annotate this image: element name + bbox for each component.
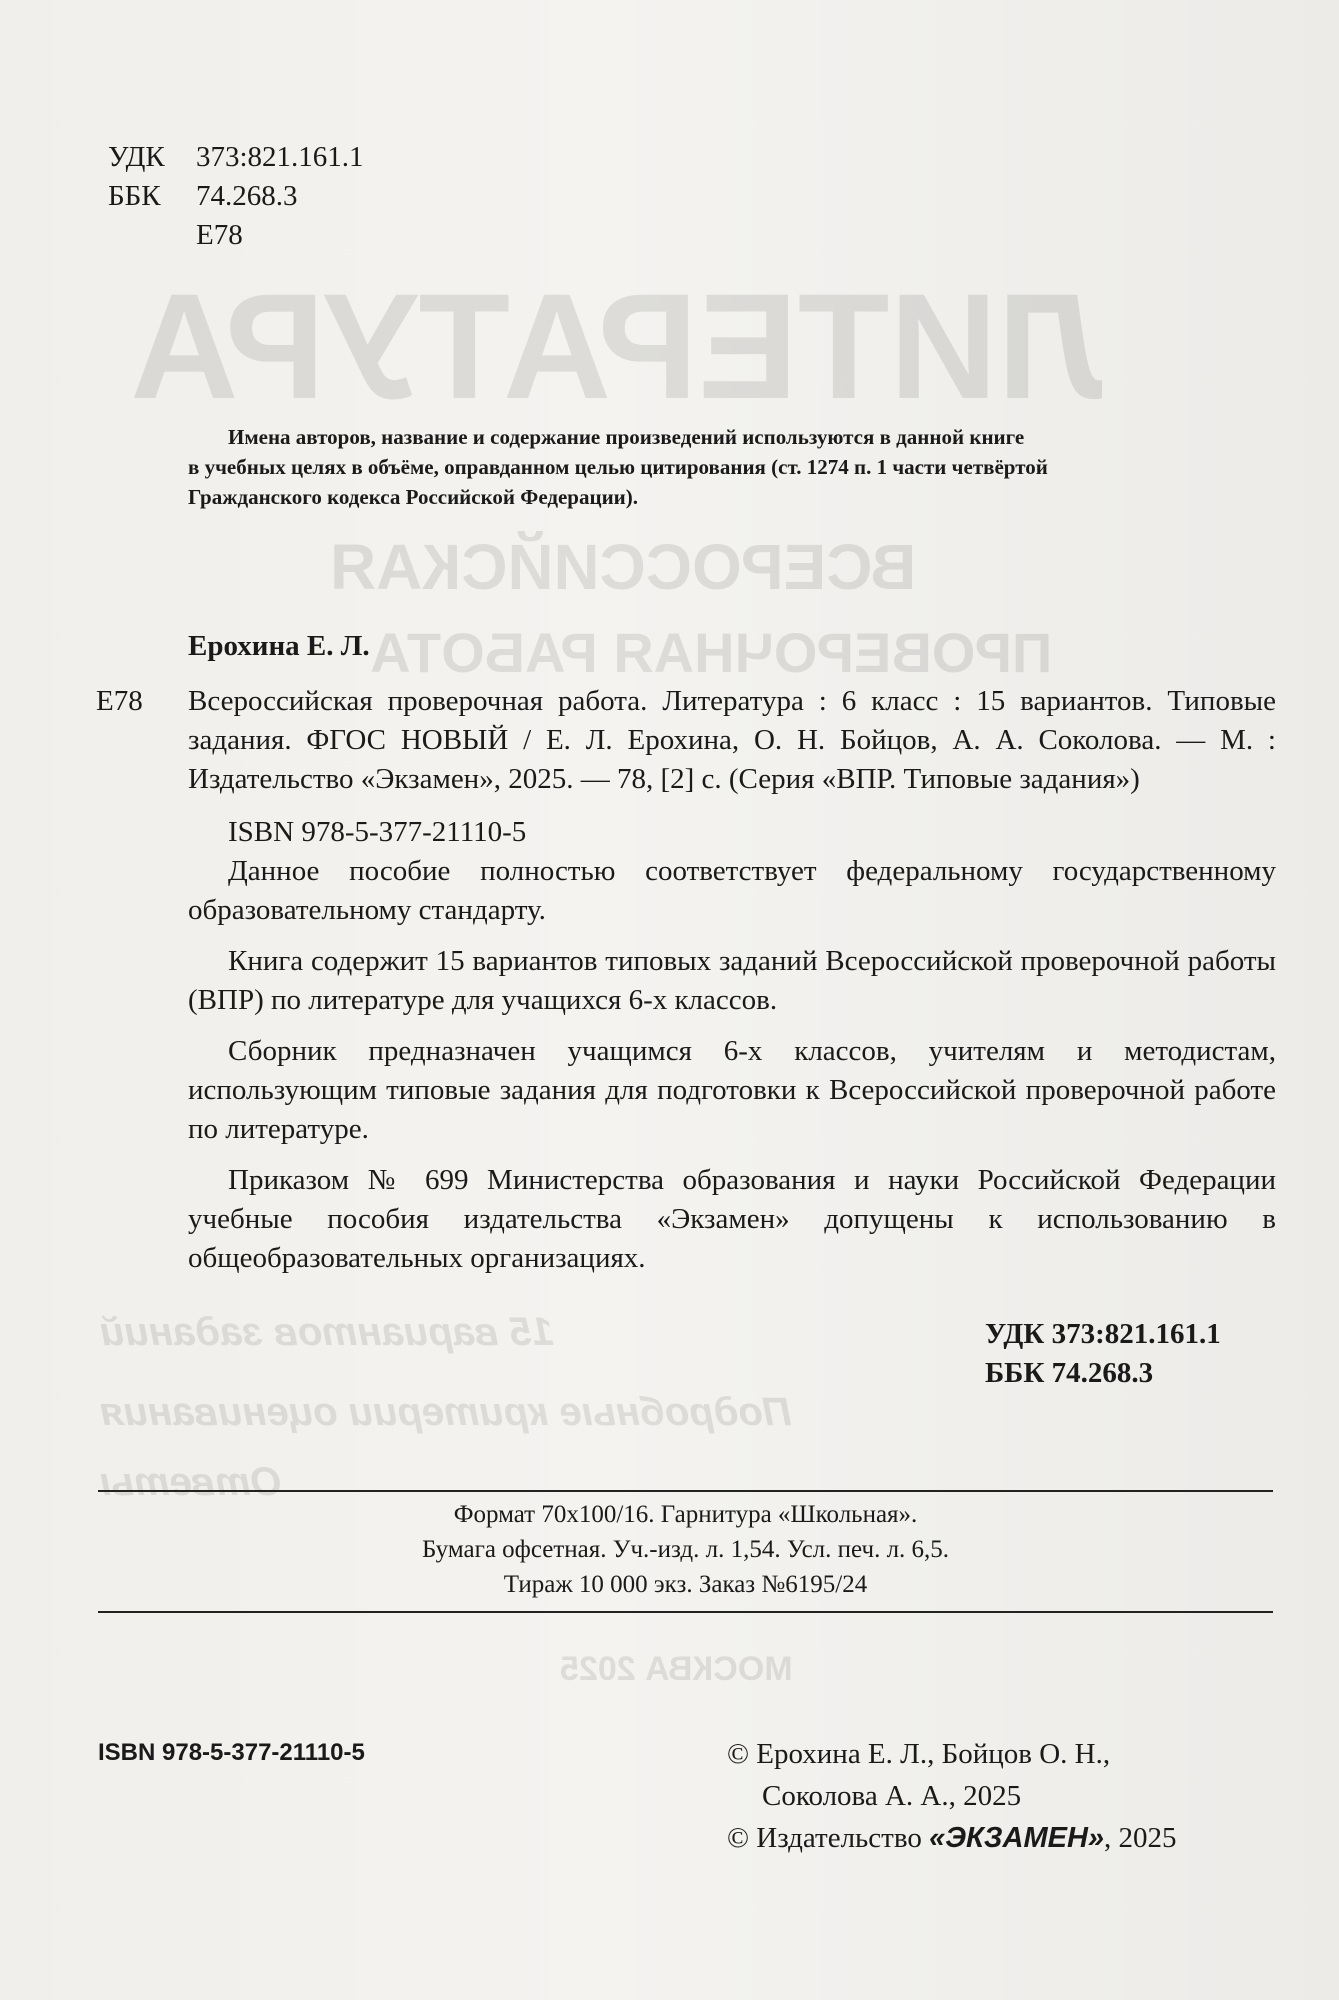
print-spec-line: Бумага офсетная. Уч.-изд. л. 1,54. Усл. печ. л. 6,5. (421, 1536, 950, 1563)
copyright-use-note (188, 422, 1273, 512)
udk-value: 373:821.161.1 (196, 141, 364, 173)
copyright-block (727, 1733, 1177, 1859)
isbn-line: ISBN 978-5-377-21110-5 (228, 816, 527, 848)
print-spec-line: Тираж 10 000 экз. Заказ №6195/24 (503, 1571, 868, 1598)
annotation-paragraph: Данное пособие полностью соответствует федеральному государственному образовательному стандарту. (188, 855, 1276, 926)
udk-row (108, 138, 364, 177)
divider-bottom (98, 1611, 1273, 1613)
isbn-footer: ISBN 978-5-377-21110-5 (98, 1739, 365, 1766)
bleed-through-decoration: ЛИТЕРАТУРА ВСЕРОССИЙСКАЯ ПРОВЕРОЧНАЯ РАБОТА 15 вариантов заданий Подробные критерии оценивания Ответы МОСКВА 2025 (100, 262, 1103, 1688)
copyright-line: Соколова А. А., 2025 (762, 1780, 1022, 1812)
catalog-description (188, 682, 1276, 1278)
note-line: Имена авторов, название и содержание произведений используются в данной книге (228, 425, 1025, 449)
bbk-row (108, 177, 364, 216)
udk-bbk-block (108, 138, 364, 255)
catalog-code: Е78 (96, 685, 143, 717)
author-mark: Е78 (196, 219, 243, 251)
author-mark-row (108, 216, 364, 255)
bbk-summary: ББК 74.268.3 (985, 1357, 1154, 1389)
udk-summary: УДК 373:821.161.1 (985, 1318, 1221, 1350)
print-spec-line: Формат 70х100/16. Гарнитура «Школьная». (453, 1501, 918, 1528)
udk-label: УДК (108, 141, 165, 173)
title-entry: Всероссийская проверочная работа. Литература : 6 класс : 15 вариантов. Типовые задания. ФГОС НОВЫЙ / Е. Л. Ерохина, О. Н. Бойцов, А. А. Соколова. — М. : Издательство «Экзамен», 2025. — 78, [2] с. (Серия «ВПР. Типовые задания») (188, 685, 1276, 795)
bbk-label: ББК (108, 180, 161, 212)
note-line: в учебных целях в объёме, оправданном целью цитирования (ст. 1274 п. 1 части четвёртой (188, 455, 1048, 479)
copyright-line: © Ерохина Е. Л., Бойцов О. Н., (727, 1738, 1111, 1770)
copyright-line: © Издательство «ЭКЗАМЕН», 2025 (727, 1822, 1177, 1854)
note-line: Гражданского кодекса Российской Федерации). (188, 485, 639, 509)
udk-bbk-summary (985, 1315, 1221, 1393)
author-heading: Ерохина Е. Л. (188, 630, 370, 662)
annotation-paragraph: Приказом № 699 Министерства образования и науки Российской Федерации учебные пособия издательства «Экзамен» допущены к использованию в общеобразовательных организациях. (188, 1164, 1276, 1274)
annotation-paragraph: Книга содержит 15 вариантов типовых заданий Всероссийской проверочной работы (ВПР) по литературе для учащихся 6-х классов. (188, 945, 1276, 1016)
publisher-name: «ЭКЗАМЕН» (929, 1822, 1105, 1854)
annotation-paragraph: Сборник предназначен учащимся 6-х классов, учителям и методистам, использующим типовые задания для подготовки к Всероссийской проверочной работе по литературе. (188, 1035, 1276, 1145)
print-specs (98, 1497, 1273, 1602)
divider-top (98, 1490, 1273, 1492)
bbk-value: 74.268.3 (196, 180, 298, 212)
